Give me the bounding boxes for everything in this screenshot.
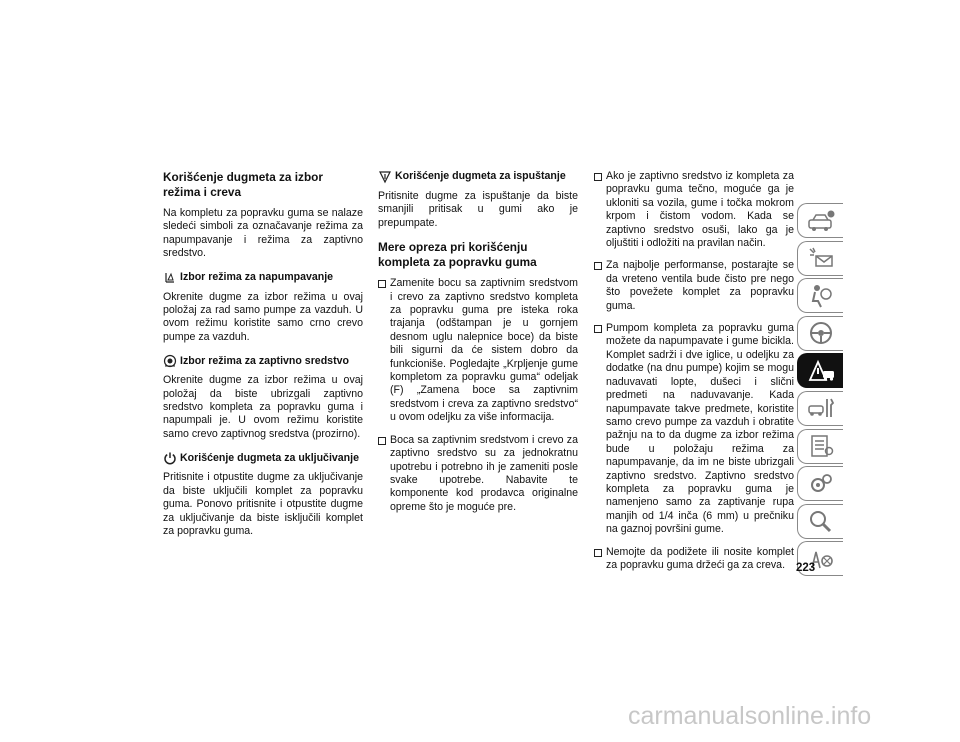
deflate-icon <box>378 170 392 184</box>
section-title-mode-button: Korišćenje dugmeta za izbor režima i creva <box>163 170 323 199</box>
list-item: Ako je zaptivno sredstvo iz kompleta za popravku guma tečno, moguće ga je ukloniti sa vozila, gume i točka mokrom krpom i čistom vodom. Kada se zaptivno sredstvo osuši, lako ga je oljuštiti i odložiti na pravilan način. <box>594 170 794 250</box>
car-info-icon <box>806 208 836 234</box>
envelope-light-icon <box>806 245 836 271</box>
precautions-list-continued <box>594 170 794 572</box>
right-column <box>594 170 794 581</box>
steering-wheel-icon <box>806 320 836 346</box>
airbag-person-icon <box>806 283 836 309</box>
tab-multimedia[interactable] <box>797 466 843 501</box>
chapter-tabs <box>797 203 843 579</box>
car-tools-icon <box>806 395 836 421</box>
power-button-heading: Korišćenje dugmeta za uključivanje <box>163 451 363 465</box>
deflate-button-heading: Korišćenje dugmeta za ispuštanje <box>378 170 578 184</box>
tire-inflate-icon <box>163 271 177 285</box>
tab-safety[interactable] <box>797 278 843 313</box>
sealant-mode-text: Okrenite dugme za izbor režima u ovaj položaj da biste ubrizgali zaptivno sredstvo kompleta za popravku guma i napumpali je. U ovom režimu koristite samo crevo zaptivnog sredstva (prozirno). <box>163 374 363 440</box>
tire-sealant-icon <box>163 354 177 368</box>
magnifier-icon <box>806 508 836 534</box>
precautions-title: Mere opreza pri korišćenju kompleta za popravku guma <box>378 240 537 269</box>
power-icon <box>163 451 177 465</box>
list-item: Pumpom kompleta za popravku guma možete da napumpavate i gume bicikla. Komplet sadrži i dve iglice, u odeljku za dodatke (na dnu pumpe) kojim se mogu naduvavati lopte, dušeci i slični predmeti na naduvavanje. Kada napumpavate takve predmete, koristite samo crevo pumpe za vazduh i obratite pažnju na to da dugme za izbor režima bude u položaju režima za napumpavanje, da im ne biste ubrizgali zaptivno sredstvo. Zaptivno sredstvo kompleta za popravku guma je namenjeno samo za zaptivanje rupa manjih od 1/4 inča (6 mm) u prečniku na gaznoj površini gume. <box>594 322 794 537</box>
power-button-text: Pritisnite i otpustite dugme za uključivanje da biste uključili komplet za popravku guma. Ponovo pritisnite i otpustite dugme za uključivanje da biste isključili komplet za popravku guma. <box>163 471 363 537</box>
gears-icon <box>806 471 836 497</box>
precautions-list <box>378 277 578 514</box>
list-item: Za najbolje performanse, postarajte se da vreteno ventila bude čisto pre nego što povežete komplet za popravku guma. <box>594 259 794 313</box>
inflate-mode-text: Okrenite dugme za izbor režima u ovaj položaj za rad samo pumpe za vazduh. U ovom režimu koristite samo crno crevo pumpe za vazduh. <box>163 290 363 343</box>
warning-car-icon <box>806 358 836 384</box>
middle-column <box>378 170 578 523</box>
tab-service[interactable] <box>797 391 843 426</box>
checklist-icon <box>806 433 836 459</box>
tab-specifications[interactable] <box>797 429 843 464</box>
tab-car-info[interactable] <box>797 203 843 238</box>
watermark: carmanualsonline.info <box>628 702 872 730</box>
tab-index[interactable] <box>797 504 843 539</box>
deflate-button-text: Pritisnite dugme za ispuštanje da biste smanjili pritisak u gumi ako je prepumpate. <box>378 190 578 229</box>
list-item: Nemojte da podižete ili nosite komplet za popravku guma držeći ga za creva. <box>594 546 794 573</box>
tab-indicators[interactable] <box>797 241 843 276</box>
sealant-mode-heading: Izbor režima za zaptivno sredstvo <box>163 354 363 368</box>
inflate-mode-heading: Izbor režima za napumpavanje <box>163 271 363 285</box>
tab-driving[interactable] <box>797 316 843 351</box>
tab-emergency[interactable] <box>797 353 843 388</box>
page-number: 223 <box>796 562 816 574</box>
list-item: Zamenite bocu sa zaptivnim sredstvom i crevo za zaptivno sredstvo kompleta za popravku guma pre isteka roka trajanja (odštampan je u gornjem desnom uglu nalepnice boce) da biste bili sigurni da će sistem dobro da funkcioniše. Pogledajte „Krpljenje gume kompletom za popravku guma“ odeljak (F) „Zamena boce sa zaptivnim sredstvom i creva za zaptivno sredstvo“ u ovom odeljku za više informacija. <box>378 277 578 424</box>
left-column <box>163 170 363 548</box>
intro-paragraph: Na kompletu za popravku guma se nalaze sledeći simboli za označavanje režima za napumpavanje i režima za zaptivno sredstvo. <box>163 207 363 260</box>
list-item: Boca sa zaptivnim sredstvom i crevo za zaptivno sredstvo su za jednokratnu upotrebu i potrebno ih je zameniti posle svake upotrebe. Nabavite te komponente kod prodavca originalne opreme što je moguće pre. <box>378 434 578 514</box>
